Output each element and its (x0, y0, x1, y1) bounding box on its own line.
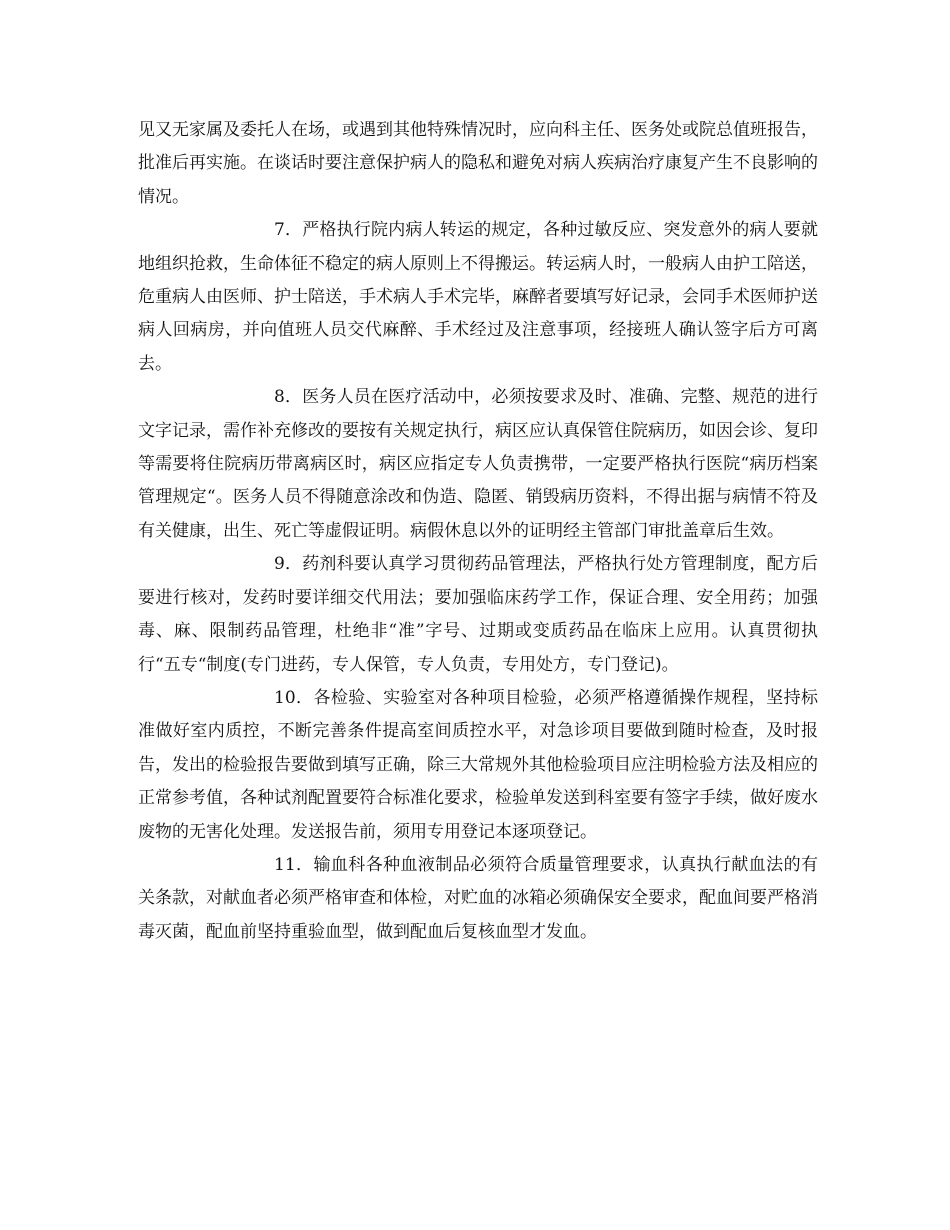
paragraph-continuation: 见又无家属及委托人在场，或遇到其他特殊情况时，应向科主任、医务处或院总值班报告，批准后再实施。在谈话时要注意保护病人的隐私和避免对病人疾病治疗康复产生不良影响的情况。 (138, 120, 818, 207)
paragraph-item-10: 10．各检验、实验室对各种项目检验，必须严格遵循操作规程，坚持标准做好室内质控，不断完善条件提高室间质控水平，对急诊项目要做到随时检查，及时报告，发出的检验报告要做到填写正确，除三大常规外其他检验项目应注明检验方法及相应的正常参考值，各种试剂配置要符合标准化要求，检验单发送到科室要有签字手续，做好废水废物的无害化处理。发送报告前，须用专用登记本逐项登记。 (138, 687, 818, 842)
document-body (138, 114, 818, 949)
paragraph-item-9: 9．药剂科要认真学习贯彻药品管理法，严格执行处方管理制度，配方后要进行核对，发药时要详细交代用法；要加强临床药学工作，保证合理、安全用药；加强毒、麻、限制药品管理，杜绝非“准”字号、过期或变质药品在临床上应用。认真贯彻执行“五专“制度(专门进药，专人保管，专人负责，专用处方，专门登记)。 (138, 554, 818, 675)
paragraph-item-8: 8．医务人员在医疗活动中，必须按要求及时、准确、完整、规范的进行文字记录，需作补充修改的要按有关规定执行，病区应认真保管住院病历，如因会诊、复印等需要将住院病历带离病区时，病区应指定专人负责携带，一定要严格执行医院“病历档案管理规定“。医务人员不得随意涂改和伪造、隐匿、销毁病历资料，不得出据与病情不符及有关健康，出生、死亡等虚假证明。病假休息以外的证明经主管部门审批盖章后生效。 (138, 387, 818, 541)
paragraph-item-11: 11．输血科各种血液制品必须符合质量管理要求，认真执行献血法的有关条款，对献血者必须严格审查和体检，对贮血的冰箱必须确保安全要求，配血间要严格消毒灭菌，配血前坚持重验血型，做到配血后复核血型才发血。 (138, 854, 818, 942)
paragraph-item-7: 7．严格执行院内病人转运的规定，各种过敏反应、突发意外的病人要就地组织抢救，生命体征不稳定的病人原则上不得搬运。转运病人时，一般病人由护工陪送，危重病人由医师、护士陪送，手术病人手术完毕，麻醉者要填写好记录，会同手术医师护送病人回病房，并向值班人员交代麻醉、手术经过及注意事项，经接班人确认签字后方可离去。 (138, 220, 818, 374)
